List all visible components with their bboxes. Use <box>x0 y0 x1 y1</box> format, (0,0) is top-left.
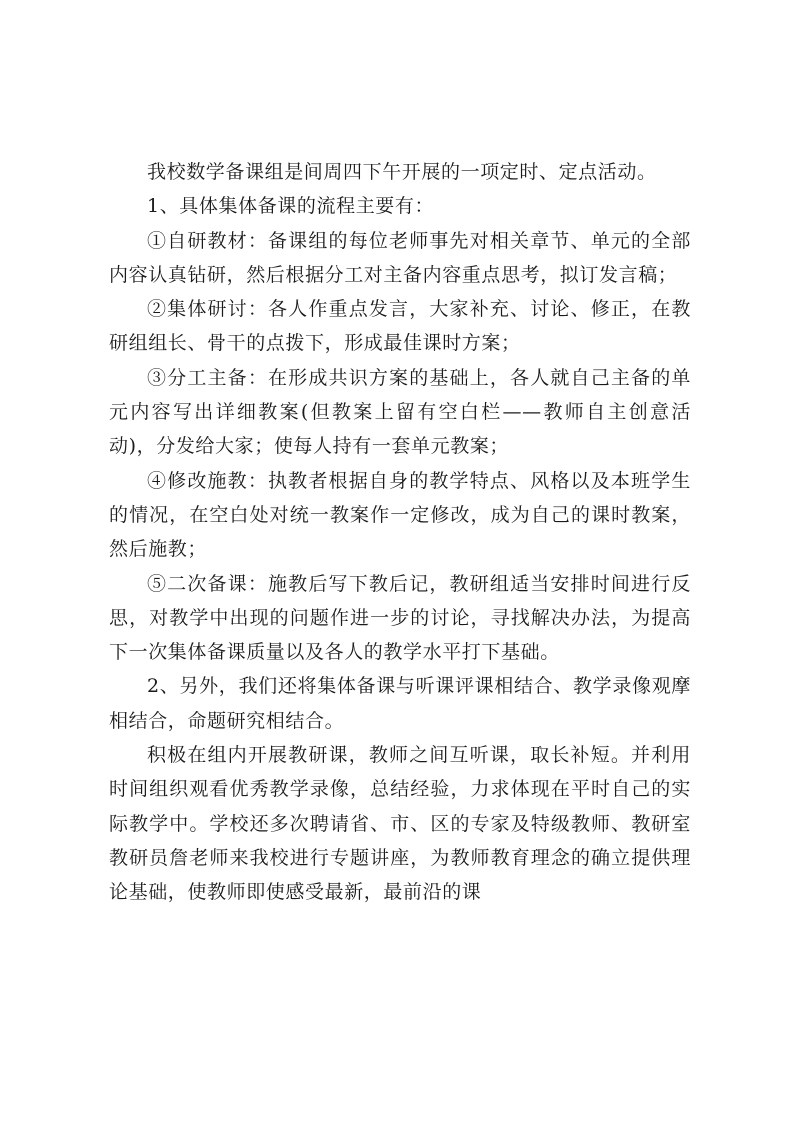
paragraph-intro: 我校数学备课组是间周四下午开展的一项定时、定点活动。 <box>147 161 657 183</box>
paragraph-step-3: ③分工主备：在形成共识方案的基础上，各人就自己主备的单元内容写出详细教案(但教案上留有空白栏——教师自主创意活动)，分发给大家；使每人持有一套单元教案； <box>109 366 691 458</box>
paragraph-step-4: ④修改施教：执教者根据自身的教学特点、风格以及本班学生的情况，在空白处对统一教案作一定修改，成为自己的课时教案，然后施教； <box>109 469 691 561</box>
paragraph-process-heading: 1、具体集体备课的流程主要有： <box>147 195 435 218</box>
paragraph-step-5: ⑤二次备课：施教后写下教后记，教研组适当安排时间进行反思，对教学中出现的问题作进一步的讨论，寻找解决办法，为提高下一次集体备课质量以及各人的教学水平打下基础。 <box>109 572 691 664</box>
paragraph-step-1: ①自研教材：备课组的每位老师事先对相关章节、单元的全部内容认真钻研，然后根据分工对主备内容重点思考，拟订发言稿； <box>109 229 691 286</box>
document-body <box>109 155 691 910</box>
paragraph-step-2: ②集体研讨：各人作重点发言，大家补充、讨论、修正，在教研组组长、骨干的点拨下，形成最佳课时方案； <box>109 298 691 355</box>
paragraph-combination: 2、另外，我们还将集体备课与听课评课相结合、教学录像观摩相结合，命题研究相结合。 <box>109 675 691 732</box>
paragraph-research-activities: 积极在组内开展教研课，教师之间互听课，取长补短。并利用时间组织观看优秀教学录像，总结经验，力求体现在平时自己的实际教学中。学校还多次聘请省、市、区的专家及特级教师、教研室教研员詹老师来我校进行专题讲座，为教师教育理念的确立提供理论基础，使教师即使感受最新，最前沿的课 <box>109 744 691 904</box>
